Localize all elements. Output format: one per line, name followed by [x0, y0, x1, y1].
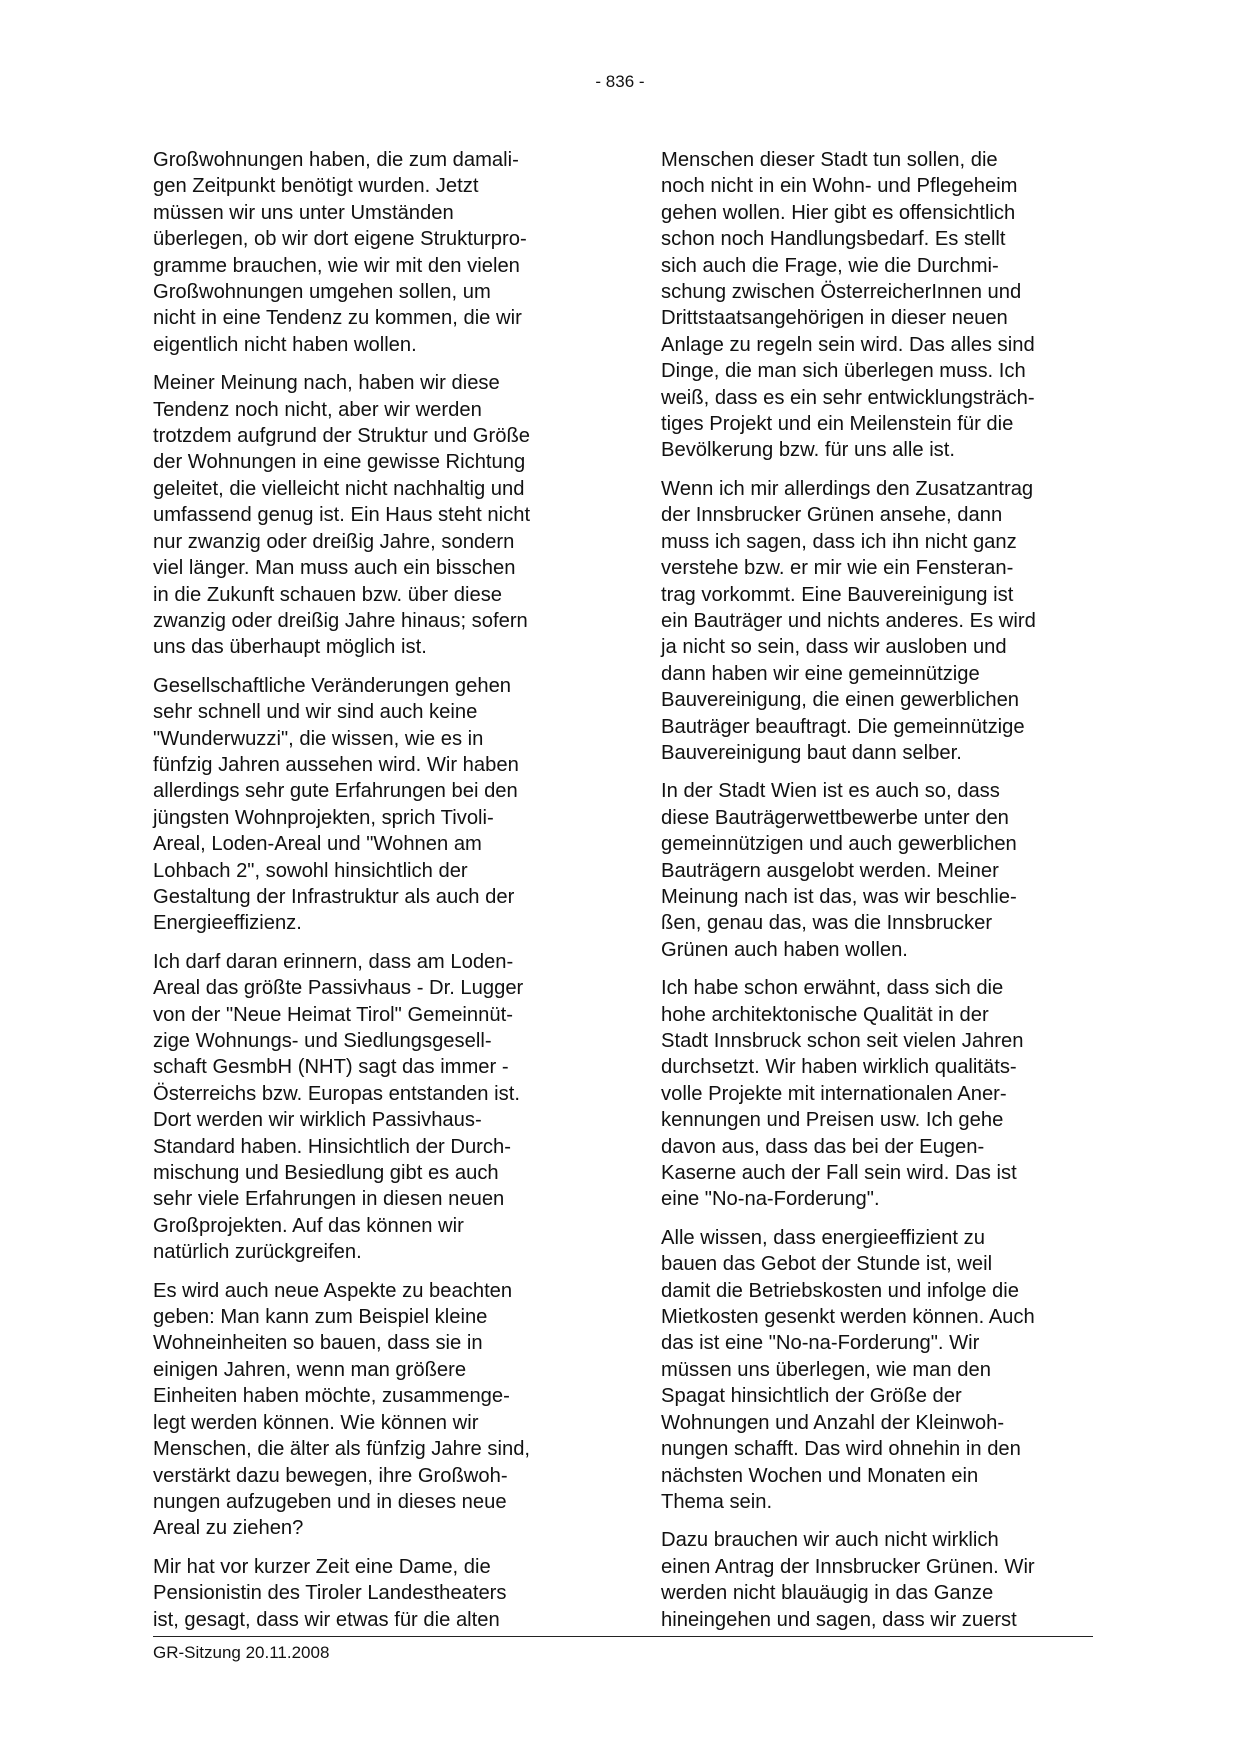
- text-line: Bevölkerung bzw. für uns alle ist.: [661, 439, 955, 462]
- page-number: - 836 -: [595, 72, 645, 91]
- text-line: Bauvereinigung baut dann selber.: [661, 741, 962, 764]
- text-line: Meinung nach ist das, was wir beschlie-: [661, 885, 1017, 908]
- text-line: müssen wir uns unter Umständen: [153, 201, 454, 224]
- text-line: Menschen, die älter als fünfzig Jahre sind,: [153, 1438, 531, 1461]
- text-line: Großwohnungen haben, die zum damali-: [153, 149, 519, 171]
- text-line: verstehe bzw. er mir wie ein Fensteran-: [661, 557, 1014, 580]
- text-line: Einheiten haben möchte, zusammenge-: [153, 1385, 510, 1408]
- text-line: ja nicht so sein, dass wir ausloben und: [661, 636, 1007, 659]
- text-line: Wenn ich mir allerdings den Zusatzantrag: [661, 477, 1034, 500]
- text-line: Gestaltung der Infrastruktur als auch der: [153, 885, 515, 908]
- text-line: schon noch Handlungsbedarf. Es stellt: [661, 228, 1006, 251]
- text-line: Meiner Meinung nach, haben wir diese: [153, 372, 500, 395]
- footer-divider: [153, 1636, 1093, 1637]
- paragraph: [153, 1554, 585, 1633]
- text-line: weiß, dass es ein sehr entwicklungsträch-: [661, 386, 1035, 409]
- text-line: davon aus, dass das bei der Eugen-: [661, 1135, 985, 1158]
- text-line: hineingehen und sagen, dass wir zuerst: [661, 1608, 1017, 1631]
- text-line: eigentlich nicht haben wollen.: [153, 333, 417, 356]
- text-line: Großwohnungen umgehen sollen, um: [153, 281, 491, 304]
- text-line: Standard haben. Hinsichtlich der Durch-: [153, 1135, 511, 1158]
- text-line: müssen uns überlegen, wie man den: [661, 1358, 991, 1381]
- text-line: hohe architektonische Qualität in der: [661, 1003, 989, 1026]
- text-line: legt werden können. Wie können wir: [153, 1411, 479, 1434]
- text-line: in die Zukunft schauen bzw. über diese: [153, 583, 503, 606]
- text-line: einigen Jahren, wenn man größere: [153, 1358, 467, 1381]
- text-line: Stadt Innsbruck schon seit vielen Jahren: [661, 1030, 1024, 1052]
- text-line: werden nicht blauäugig in das Ganze: [661, 1582, 994, 1605]
- text-line: "Wunderwuzzi", die wissen, wie es in: [153, 727, 484, 750]
- text-line: Pensionistin des Tiroler Landestheaters: [153, 1582, 507, 1605]
- text-line: Anlage zu regeln sein wird. Das alles sind: [661, 333, 1035, 356]
- paragraph: [661, 147, 1093, 464]
- text-line: Tendenz noch nicht, aber wir werden: [153, 398, 482, 421]
- text-line: Dinge, die man sich überlegen muss. Ich: [661, 360, 1026, 383]
- text-line: Drittstaatsangehörigen in dieser neuen: [661, 307, 1008, 330]
- text-line: Thema sein.: [661, 1490, 773, 1513]
- text-line: Mietkosten gesenkt werden können. Auch: [661, 1306, 1035, 1329]
- text-line: jüngsten Wohnprojekten, sprich Tivoli-: [153, 806, 494, 829]
- text-line: gen Zeitpunkt benötigt wurden. Jetzt: [153, 175, 479, 198]
- text-line: Wohnungen und Anzahl der Kleinwoh-: [661, 1411, 1005, 1434]
- text-line: Bauträger beauftragt. Die gemeinnützige: [661, 715, 1025, 738]
- text-line: Mir hat vor kurzer Zeit eine Dame, die: [153, 1555, 491, 1578]
- text-line: Areal, Loden-Areal und "Wohnen am: [153, 833, 482, 856]
- text-line: zwanzig oder dreißig Jahre hinaus; sofern: [153, 609, 528, 632]
- text-line: nur zwanzig oder dreißig Jahre, sondern: [153, 530, 515, 553]
- text-line: Dazu brauchen wir auch nicht wirklich: [661, 1529, 999, 1552]
- text-line: natürlich zurückgreifen.: [153, 1241, 362, 1264]
- text-column-left: [153, 147, 585, 1645]
- text-line: der Innsbrucker Grünen ansehe, dann: [661, 504, 1003, 527]
- text-line: sich auch die Frage, wie die Durchmi-: [661, 254, 999, 277]
- text-line: Ich darf daran erinnern, dass am Loden-: [153, 950, 514, 973]
- text-line: Lohbach 2", sowohl hinsichtlich der: [153, 859, 468, 882]
- text-line: Menschen dieser Stadt tun sollen, die: [661, 149, 998, 171]
- text-line: bauen das Gebot der Stunde ist, weil: [661, 1253, 993, 1276]
- text-line: dann haben wir eine gemeinnützige: [661, 662, 980, 685]
- text-line: Großprojekten. Auf das können wir: [153, 1214, 464, 1237]
- text-line: Kaserne auch der Fall sein wird. Das ist: [661, 1162, 1017, 1185]
- text-line: Areal das größte Passivhaus - Dr. Lugger: [153, 977, 524, 1000]
- text-line: gehen wollen. Hier gibt es offensichtlich: [661, 201, 1016, 224]
- text-line: ßen, genau das, was die Innsbrucker: [661, 912, 993, 935]
- text-line: überlegen, ob wir dort eigene Strukturpro-: [153, 228, 527, 251]
- text-line: geleitet, die vielleicht nicht nachhaltig und: [153, 477, 525, 500]
- text-line: Ich habe schon erwähnt, dass sich die: [661, 977, 1004, 1000]
- text-line: diese Bauträgerwettbewerbe unter den: [661, 806, 1009, 829]
- text-line: das ist eine "No-na-Forderung". Wir: [661, 1332, 980, 1355]
- text-line: eine "No-na-Forderung".: [661, 1188, 880, 1211]
- text-line: Wohneinheiten so bauen, dass sie in: [153, 1332, 483, 1355]
- text-line: nungen aufzugeben und in dieses neue: [153, 1490, 507, 1513]
- text-line: noch nicht in ein Wohn- und Pflegeheim: [661, 175, 1018, 198]
- paragraph: [153, 370, 585, 660]
- text-column-right: [661, 147, 1093, 1645]
- text-line: umfassend genug ist. Ein Haus steht nicht: [153, 504, 531, 527]
- text-line: gramme brauchen, wie wir mit den vielen: [153, 254, 520, 277]
- text-line: geben: Man kann zum Beispiel kleine: [153, 1306, 488, 1329]
- text-line: mischung und Besiedlung gibt es auch: [153, 1162, 499, 1185]
- paragraph: [661, 1527, 1093, 1633]
- text-line: nächsten Wochen und Monaten ein: [661, 1464, 979, 1487]
- text-line: Grünen auch haben wollen.: [661, 938, 908, 961]
- text-line: schung zwischen ÖsterreicherInnen und: [661, 281, 1022, 304]
- text-line: von der "Neue Heimat Tirol" Gemeinnüt-: [153, 1003, 513, 1026]
- text-line: Es wird auch neue Aspekte zu beachten: [153, 1279, 513, 1302]
- text-line: sehr viele Erfahrungen in diesen neuen: [153, 1188, 505, 1211]
- text-line: uns das überhaupt möglich ist.: [153, 636, 427, 659]
- text-line: kennungen und Preisen usw. Ich gehe: [661, 1109, 1004, 1132]
- text-line: Spagat hinsichtlich der Größe der: [661, 1385, 962, 1408]
- text-line: trotzdem aufgrund der Struktur und Größe: [153, 425, 531, 448]
- text-line: gemeinnützigen und auch gewerblichen: [661, 833, 1017, 856]
- text-line: tiges Projekt und ein Meilenstein für die: [661, 413, 1014, 436]
- paragraph: [661, 975, 1093, 1213]
- text-line: trag vorkommt. Eine Bauvereinigung ist: [661, 583, 1014, 606]
- text-line: nicht in eine Tendenz zu kommen, die wir: [153, 307, 522, 330]
- text-line: verstärkt dazu bewegen, ihre Großwoh-: [153, 1464, 508, 1487]
- text-line: viel länger. Man muss auch ein bisschen: [153, 557, 516, 580]
- text-line: Areal zu ziehen?: [153, 1517, 304, 1540]
- text-line: nungen schafft. Das wird ohnehin in den: [661, 1438, 1021, 1461]
- text-line: zige Wohnungs- und Siedlungsgesell-: [153, 1030, 492, 1052]
- text-line: fünfzig Jahren aussehen wird. Wir haben: [153, 753, 519, 776]
- text-line: sehr schnell und wir sind auch keine: [153, 701, 478, 724]
- paragraph: [661, 476, 1093, 766]
- text-line: muss ich sagen, dass ich ihn nicht ganz: [661, 530, 1017, 553]
- text-line: Österreichs bzw. Europas entstanden ist.: [153, 1082, 520, 1105]
- paragraph: [661, 1225, 1093, 1515]
- text-line: volle Projekte mit internationalen Aner-: [661, 1082, 1007, 1105]
- text-line: Bauträgern ausgelobt werden. Meiner: [661, 859, 999, 882]
- text-line: Energieeffizienz.: [153, 912, 302, 935]
- text-line: damit die Betriebskosten und infolge die: [661, 1279, 1019, 1302]
- paragraph: [661, 778, 1093, 963]
- text-line: Alle wissen, dass energieeffizient zu: [661, 1226, 985, 1249]
- text-line: allerdings sehr gute Erfahrungen bei den: [153, 780, 518, 803]
- paragraph: [153, 147, 585, 358]
- text-line: einen Antrag der Innsbrucker Grünen. Wir: [661, 1555, 1035, 1578]
- text-line: der Wohnungen in eine gewisse Richtung: [153, 451, 526, 474]
- text-line: Gesellschaftliche Veränderungen gehen: [153, 674, 512, 697]
- text-line: ist, gesagt, dass wir etwas für die alten: [153, 1608, 500, 1631]
- text-line: durchsetzt. Wir haben wirklich qualitäts-: [661, 1056, 1017, 1079]
- text-line: ein Bauträger und nichts anderes. Es wird: [661, 609, 1036, 632]
- paragraph: [153, 673, 585, 937]
- paragraph: [153, 1278, 585, 1542]
- text-line: In der Stadt Wien ist es auch so, dass: [661, 780, 1000, 803]
- text-line: Dort werden wir wirklich Passivhaus-: [153, 1109, 482, 1132]
- text-line: Bauvereinigung, die einen gewerblichen: [661, 689, 1020, 712]
- footer-session-date: GR-Sitzung 20.11.2008: [153, 1643, 330, 1662]
- paragraph: [153, 949, 585, 1266]
- text-line: schaft GesmbH (NHT) sagt das immer -: [153, 1056, 509, 1079]
